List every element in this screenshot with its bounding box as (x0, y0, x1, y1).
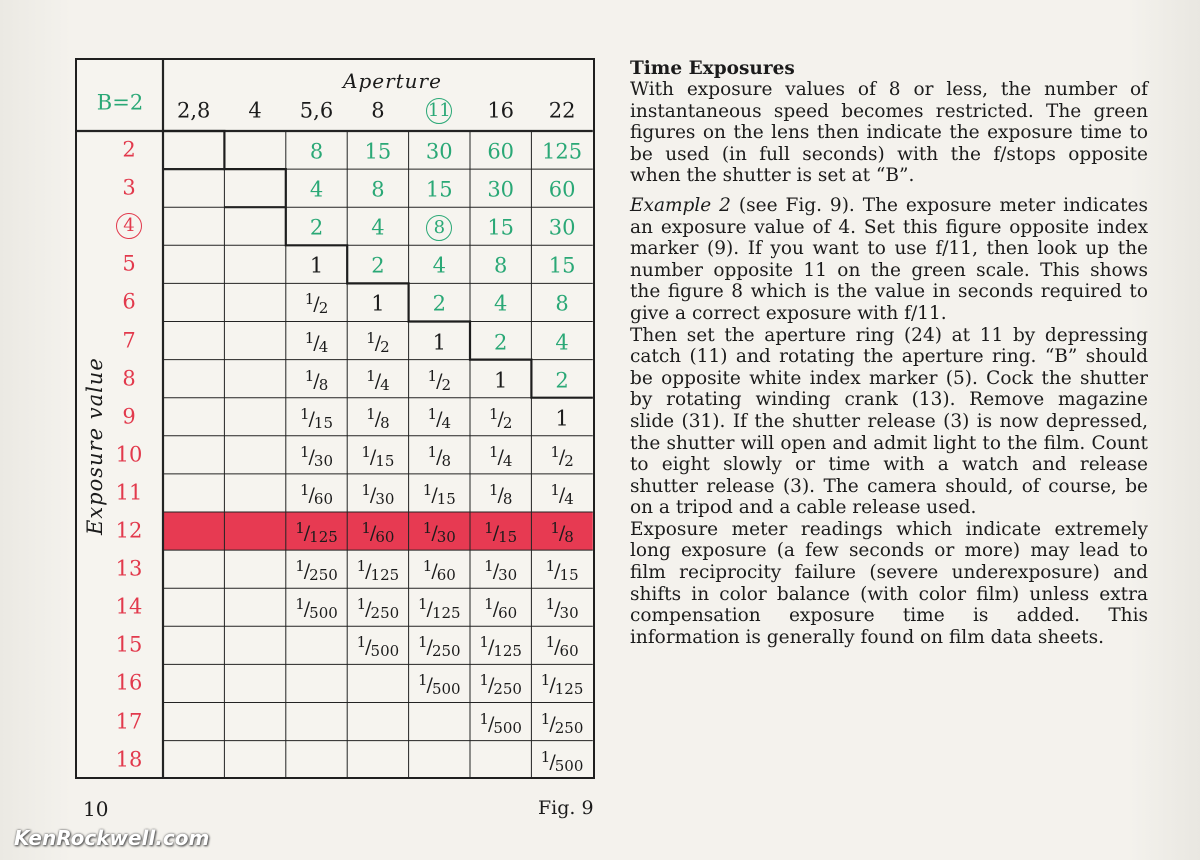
table-cell: 8 (494, 253, 508, 278)
table-cell: 30 (548, 215, 576, 240)
aperture-header: 22 (548, 98, 576, 123)
table-cell: $^1/_{15}$ (484, 519, 518, 547)
ev-label: 10 (115, 442, 143, 467)
ev-label-circled: 4 (116, 213, 142, 239)
table-cell: 8 (309, 139, 324, 164)
ev-label: 8 (122, 366, 136, 391)
table-cell: $^1/_{30}$ (484, 557, 518, 585)
table-cell: 4 (371, 215, 385, 240)
table-cell: $^1/_8$ (304, 366, 329, 394)
table-cell: 2 (432, 291, 446, 316)
example-text: (see Fig. 9). The exposure meter indicates an exposure value of 4. Set this figure opposite index marker (9). If you want to use f/11, then look up the number opposite 11 on the green scale. This shows the figure 8 which is the value in seconds required to give a correct exposure with f/11. (630, 194, 1148, 324)
table-cell: 30 (425, 139, 453, 164)
table-cell: 4 (432, 253, 446, 278)
table-cell: $^1/_8$ (488, 480, 513, 508)
aperture-header: 4 (248, 98, 262, 123)
table-cell: $^1/_{15}$ (299, 404, 334, 432)
ev-label: 13 (115, 556, 143, 581)
text-column (630, 58, 1148, 648)
aperture-header: 16 (487, 98, 515, 123)
table-cell: $^1/_{250}$ (356, 595, 400, 623)
paragraph-procedure: Then set the aperture ring (24) at 11 by depressing catch (11) and rotating the aperture ring. “B” should be opposite white index marker (5). Cock the shutter by rotating winding crank (13). Remove magazine slide (31). If the shutter release (3) is now depressed, the shutter will open and admit light to the film. Count to eight slowly or time with a watch and release shutter release (3). The camera should, of course, be on a tripod and a cable release used. (630, 324, 1148, 519)
table-cell: $^1/_4$ (550, 480, 574, 508)
page-number: 10 (83, 797, 109, 821)
table-cell: 8 (555, 291, 569, 316)
table-cell: $^1/_{15}$ (361, 442, 395, 470)
table-grid (77, 60, 593, 777)
aperture-header: 2,8 (176, 98, 211, 123)
ev-label: 5 (122, 251, 136, 276)
table-cell: 15 (364, 139, 392, 164)
table-cell: $^1/_{30}$ (299, 442, 334, 470)
table-cell: 60 (487, 139, 515, 164)
paragraph-intro: With exposure values of 8 or less, the number of instantaneous speed becomes restricted. The green figures on the lens then indicate the exposure time to be used (in full seconds) with the f/stops opposite when the shutter is set at “B”. (630, 79, 1148, 187)
aperture-header: 8 (371, 98, 385, 123)
aperture-title: Aperture (343, 69, 442, 93)
ev-label: 3 (122, 175, 136, 200)
table-cell: $^1/_{250}$ (479, 671, 522, 699)
table-cell: 1 (432, 330, 446, 355)
table-cell: $^1/_{30}$ (545, 595, 579, 623)
table-cell: $^1/_4$ (427, 404, 452, 432)
ev-label: 9 (122, 404, 136, 429)
exposure-value-title: Exposure value (83, 357, 107, 535)
table-cell: $^1/_{15}$ (422, 480, 456, 508)
table-cell: 2 (309, 215, 324, 240)
example-label: Example 2 (630, 194, 731, 216)
table-cell: 15 (487, 215, 515, 240)
ev-label: 7 (122, 328, 136, 353)
table-cell: 1 (309, 253, 324, 278)
aperture-header: 5,6 (299, 98, 334, 123)
table-cell: $^1/_{500}$ (295, 595, 338, 623)
table-cell: $^1/_{60}$ (361, 519, 395, 547)
paragraph-example (630, 195, 1148, 325)
table-cell: $^1/_{60}$ (484, 595, 518, 623)
table-cell: 1 (494, 368, 508, 393)
table-cell: $^1/_8$ (427, 442, 452, 470)
figure-caption: Fig. 9 (538, 797, 594, 819)
table-cell: 30 (487, 177, 515, 202)
ev-label: 16 (115, 670, 143, 695)
table-cell: $^1/_2$ (427, 366, 452, 394)
ev-label: 11 (115, 480, 143, 505)
table-cell: 15 (548, 253, 576, 278)
table-cell: $^1/_{60}$ (299, 480, 334, 508)
table-cell: $^1/_8$ (366, 404, 390, 432)
table-cell: $^1/_{125}$ (356, 557, 400, 585)
table-cell: 8 (426, 215, 452, 241)
table-cell: $^1/_{250}$ (295, 557, 338, 585)
aperture-header-circled: 11 (426, 98, 452, 124)
table-cell: $^1/_2$ (488, 404, 513, 432)
table-cell: $^1/_{250}$ (418, 633, 461, 661)
table-cell: 1 (371, 291, 385, 316)
table-cell: $^1/_4$ (366, 366, 390, 394)
table-cell: $^1/_4$ (488, 442, 513, 470)
table-cell: $^1/_2$ (304, 290, 329, 318)
ev-label: 2 (122, 137, 136, 162)
table-cell: $^1/_{500}$ (418, 671, 461, 699)
table-cell: $^1/_2$ (366, 328, 390, 356)
table-cell: 8 (371, 177, 385, 202)
table-cell: 4 (494, 291, 508, 316)
table-cell: $^1/_{125}$ (479, 633, 522, 661)
table-cell: $^1/_{125}$ (295, 519, 338, 547)
table-cell: $^1/_{500}$ (540, 747, 584, 775)
section-heading: Time Exposures (630, 58, 795, 79)
table-cell: 2 (494, 330, 508, 355)
table-cell: 2 (555, 368, 569, 393)
table-cell: $^1/_8$ (550, 519, 574, 547)
ev-label: 12 (115, 518, 143, 543)
table-cell: 15 (425, 177, 453, 202)
table-cell: $^1/_{15}$ (545, 557, 579, 585)
table-cell: 1 (555, 406, 569, 431)
ev-label: 6 (122, 289, 136, 314)
ev-label: 18 (115, 747, 143, 772)
table-cell: $^1/_{60}$ (422, 557, 456, 585)
table-cell: $^1/_{500}$ (479, 709, 522, 737)
watermark: KenRockwell.com (14, 826, 210, 850)
paragraph-reciprocity: Exposure meter readings which indicate extremely long exposure (a few seconds or more) may lead to film reciprocity failure (severe underexposure) and shifts in color balance (with color film) unless extra compensation exposure time is added. This information is generally found on film data sheets. (630, 518, 1148, 648)
table-cell: $^1/_{125}$ (418, 595, 461, 623)
table-cell: $^1/_2$ (550, 442, 574, 470)
ev-label: 15 (115, 632, 143, 657)
table-cell: 4 (309, 177, 324, 202)
table-cell: $^1/_{125}$ (540, 671, 584, 699)
table-cell: $^1/_{250}$ (540, 709, 584, 737)
table-cell: 4 (555, 330, 569, 355)
ev-label: 17 (115, 709, 143, 734)
table-cell: $^1/_{30}$ (361, 480, 395, 508)
table-cell: 125 (542, 139, 583, 164)
table-cell: $^1/_{60}$ (545, 633, 579, 661)
ev-label: 14 (115, 594, 143, 619)
table-cell: $^1/_{30}$ (422, 519, 456, 547)
exposure-table (75, 58, 595, 779)
table-cell: 60 (548, 177, 576, 202)
table-cell: 2 (371, 253, 385, 278)
table-cell: $^1/_{500}$ (356, 633, 400, 661)
corner-label-b2: B=2 (96, 90, 144, 115)
table-cell: $^1/_4$ (304, 328, 329, 356)
